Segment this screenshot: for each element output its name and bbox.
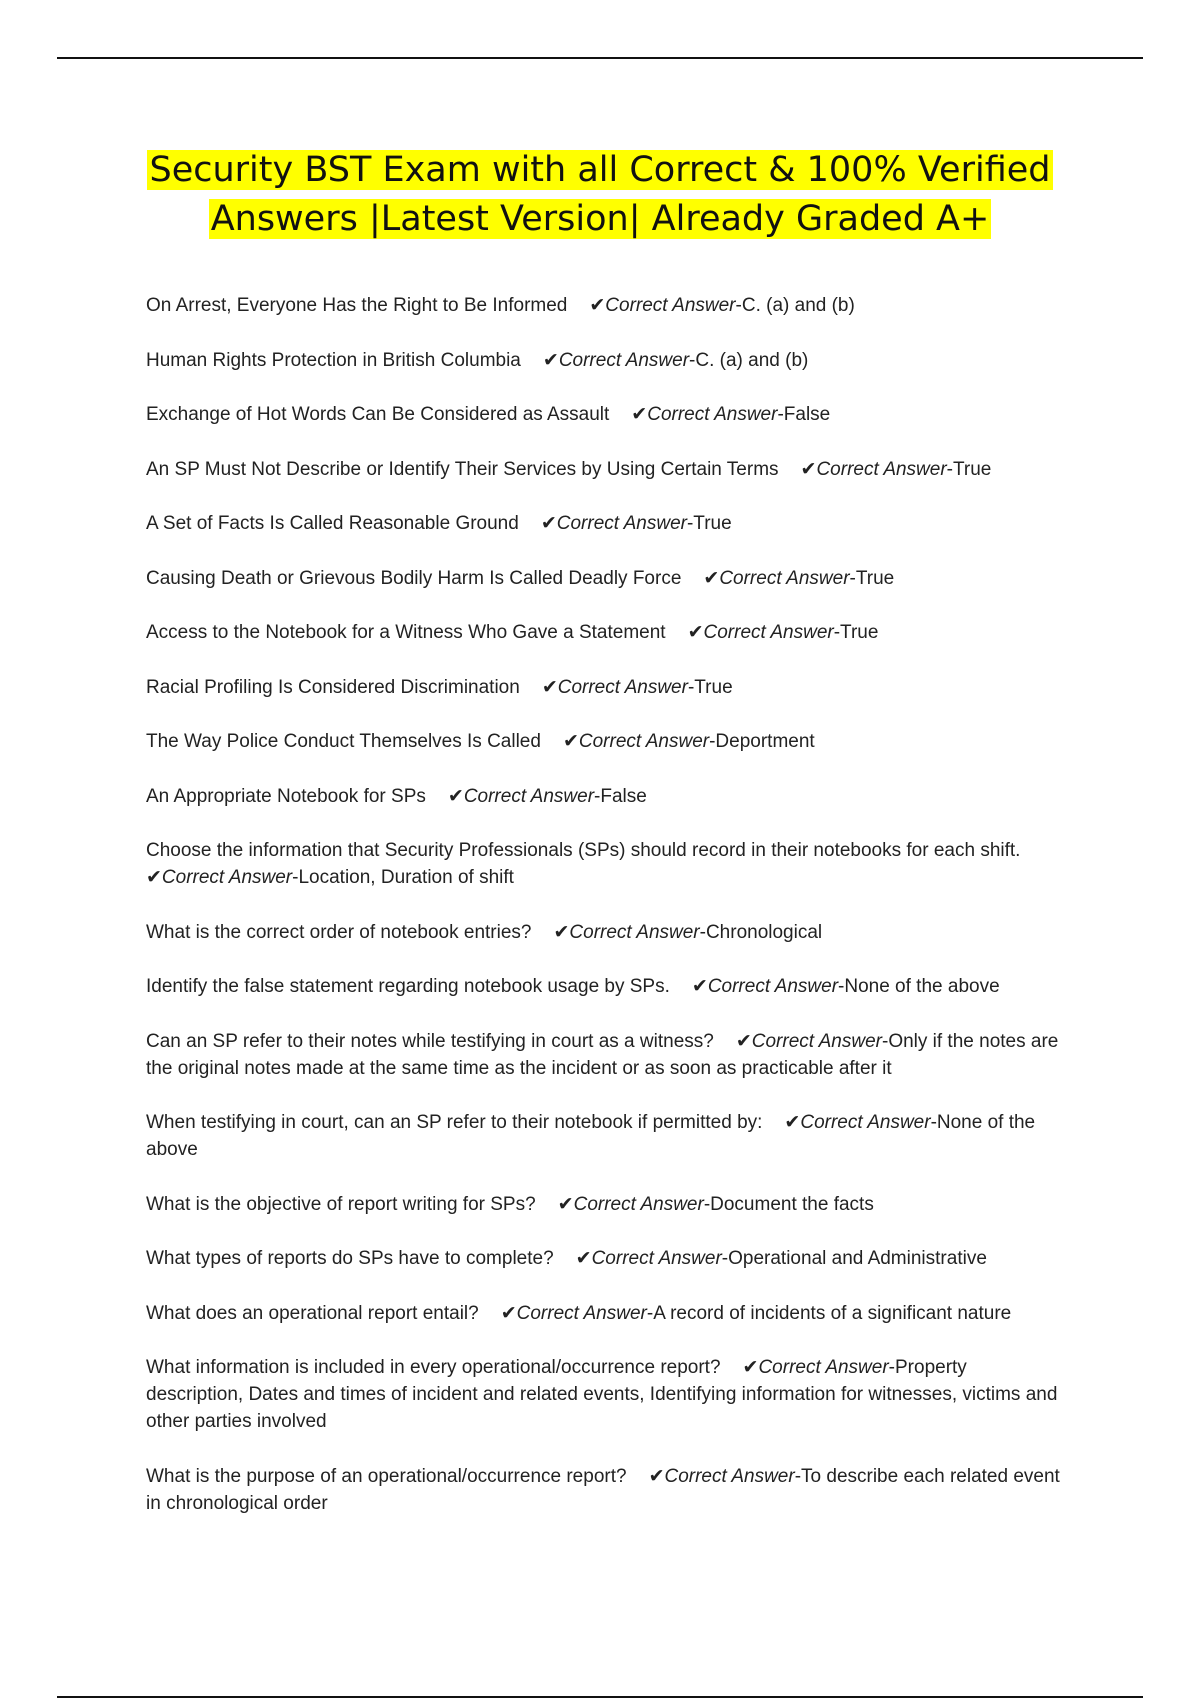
answer-text: Document the facts <box>710 1193 874 1215</box>
answer-label: Correct Answer <box>703 622 834 643</box>
answer-text: True <box>840 622 879 643</box>
checkmark-icon: ✔ <box>800 458 817 480</box>
footer-rule <box>57 1696 1143 1698</box>
qa-item <box>146 456 1066 483</box>
question-text: When testifying in court, can an SP refer to their notebook if permitted by: <box>146 1112 763 1133</box>
answer-label: Correct Answer <box>573 1193 704 1215</box>
answer-text: Deportment <box>715 731 815 752</box>
answer-dash: - <box>849 567 856 589</box>
answer-dash: - <box>833 622 841 643</box>
checkmark-icon: ✔ <box>703 567 720 589</box>
answer-dash: - <box>292 867 299 888</box>
qa-item <box>146 292 1066 319</box>
answer-dash: - <box>946 458 953 480</box>
checkmark-icon: ✔ <box>691 976 708 997</box>
title-line-2: Answers |Latest Version| Already Graded A+ <box>210 199 990 239</box>
checkmark-icon: ✔ <box>562 731 579 752</box>
qa-item <box>146 837 1066 891</box>
answer-dash: - <box>777 404 784 425</box>
checkmark-icon: ✔ <box>687 622 704 643</box>
checkmark-icon: ✔ <box>553 921 570 943</box>
answer-text: C. (a) and (b) <box>741 295 855 316</box>
answer-label: Correct Answer <box>800 1112 931 1133</box>
answer-text: None of the above <box>146 1112 1036 1160</box>
answer-label: Correct Answer <box>605 295 736 316</box>
answer-label: Correct Answer <box>516 1302 647 1324</box>
question-text: A Set of Facts Is Called Reasonable Ground <box>146 513 519 534</box>
checkmark-icon: ✔ <box>735 1030 752 1052</box>
answer-label: Correct Answer <box>758 1357 889 1378</box>
qa-item <box>146 565 1066 592</box>
answer-label: Correct Answer <box>719 567 850 589</box>
answer-dash: - <box>888 1357 895 1378</box>
qa-item <box>146 401 1066 428</box>
answer-dash: - <box>594 785 601 807</box>
answer-label: Correct Answer <box>664 1465 795 1487</box>
answer-label: Correct Answer <box>557 676 688 698</box>
question-text: What is the correct order of notebook entries? <box>146 921 532 943</box>
answer-label: Correct Answer <box>591 1248 722 1269</box>
question-text: Identify the false statement regarding notebook usage by SPs. <box>146 976 670 997</box>
answer-dash: - <box>735 295 742 316</box>
answer-dash: - <box>686 513 694 534</box>
checkmark-icon: ✔ <box>784 1112 801 1133</box>
question-text: What does an operational report entail? <box>146 1302 479 1324</box>
qa-item <box>146 1191 1066 1218</box>
answer-text: None of the above <box>844 976 1000 997</box>
answer-text: Property description, Dates and times of incident and related events, Identifying information for witnesses, victims and other parties involved <box>146 1357 1058 1432</box>
qa-item <box>146 1463 1066 1517</box>
answer-label: Correct Answer <box>463 785 595 807</box>
answer-label: Correct Answer <box>569 921 700 943</box>
question-text: The Way Police Conduct Themselves Is Called <box>146 731 541 752</box>
checkmark-icon: ✔ <box>541 676 558 698</box>
answer-label: Correct Answer <box>707 976 839 997</box>
answer-dash: - <box>721 1248 729 1269</box>
qa-item <box>146 728 1066 755</box>
answer-dash: - <box>794 1465 802 1487</box>
answer-dash: - <box>703 1193 711 1215</box>
checkmark-icon: ✔ <box>589 295 606 316</box>
title-line-1: Security BST Exam with all Correct & 100% Verified <box>149 150 1051 190</box>
answer-text: To describe each related event in chronological order <box>146 1465 1060 1514</box>
checkmark-icon: ✔ <box>500 1302 517 1324</box>
answer-label: Correct Answer <box>161 867 293 888</box>
answer-dash: - <box>930 1112 937 1133</box>
qa-item <box>146 783 1066 810</box>
checkmark-icon: ✔ <box>557 1193 574 1215</box>
answer-dash: - <box>709 731 716 752</box>
answer-text: True <box>855 567 895 589</box>
checkmark-icon: ✔ <box>146 867 162 888</box>
checkmark-icon: ✔ <box>447 785 464 807</box>
answer-dash: - <box>699 921 706 943</box>
answer-label: Correct Answer <box>578 731 710 752</box>
question-text: Can an SP refer to their notes while testifying in court as a witness? <box>146 1030 714 1052</box>
question-text: What information is included in every operational/occurrence report? <box>146 1357 721 1378</box>
answer-text: Chronological <box>705 921 823 943</box>
question-text: An Appropriate Notebook for SPs <box>146 785 426 807</box>
answer-label: Correct Answer <box>558 349 690 371</box>
checkmark-icon: ✔ <box>540 513 557 534</box>
checkmark-icon: ✔ <box>542 349 559 371</box>
qa-item <box>146 973 1066 1000</box>
qa-item <box>146 1245 1066 1272</box>
question-text: Human Rights Protection in British Columbia <box>146 349 521 371</box>
qa-item <box>146 919 1066 946</box>
qa-item <box>146 1109 1066 1163</box>
answer-text: True <box>693 513 732 534</box>
answer-dash: - <box>881 1030 889 1052</box>
answer-text: False <box>783 404 831 425</box>
document-title <box>100 146 1100 244</box>
answer-text: False <box>600 785 647 807</box>
answer-text: Operational and Administrative <box>728 1248 987 1269</box>
checkmark-icon: ✔ <box>742 1357 759 1378</box>
checkmark-icon: ✔ <box>575 1248 592 1269</box>
answer-text: Location, Duration of shift <box>298 867 514 888</box>
question-text: Exchange of Hot Words Can Be Considered as Assault <box>146 404 610 425</box>
answer-label: Correct Answer <box>751 1030 882 1052</box>
answer-text: A record of incidents of a significant nature <box>653 1302 1012 1324</box>
question-text: Causing Death or Grievous Bodily Harm Is Called Deadly Force <box>146 567 682 589</box>
question-text: Racial Profiling Is Considered Discrimination <box>146 676 520 698</box>
checkmark-icon: ✔ <box>648 1465 665 1487</box>
answer-dash: - <box>838 976 845 997</box>
answer-dash: - <box>646 1302 654 1324</box>
qa-item <box>146 1300 1066 1327</box>
answer-dash: - <box>689 349 696 371</box>
answer-dash: - <box>687 676 695 698</box>
question-text: What is the purpose of an operational/occurrence report? <box>146 1465 627 1487</box>
answer-text: True <box>953 458 992 480</box>
question-text: An SP Must Not Describe or Identify Their Services by Using Certain Terms <box>146 458 779 480</box>
header-rule <box>57 57 1143 59</box>
qa-item <box>146 347 1066 374</box>
question-text: On Arrest, Everyone Has the Right to Be Informed <box>146 295 568 316</box>
answer-label: Correct Answer <box>556 513 687 534</box>
title-block <box>100 146 1100 244</box>
answer-label: Correct Answer <box>816 458 947 480</box>
question-text: Choose the information that Security Professionals (SPs) should record in their notebooks for each shift. <box>146 840 1021 861</box>
answer-label: Correct Answer <box>647 404 778 425</box>
qa-item <box>146 674 1066 701</box>
question-text: Access to the Notebook for a Witness Who Gave a Statement <box>146 622 666 643</box>
qa-list <box>146 292 1066 1544</box>
answer-text: C. (a) and (b) <box>695 349 809 371</box>
question-text: What types of reports do SPs have to complete? <box>146 1248 554 1269</box>
answer-text: Only if the notes are the original notes made at the same time as the incident or as soon as practicable after it <box>146 1030 1059 1079</box>
qa-item <box>146 1354 1066 1435</box>
checkmark-icon: ✔ <box>631 404 648 425</box>
question-text: What is the objective of report writing for SPs? <box>146 1193 536 1215</box>
qa-item <box>146 510 1066 537</box>
qa-item <box>146 1028 1066 1082</box>
qa-item <box>146 619 1066 646</box>
answer-text: True <box>694 676 733 698</box>
